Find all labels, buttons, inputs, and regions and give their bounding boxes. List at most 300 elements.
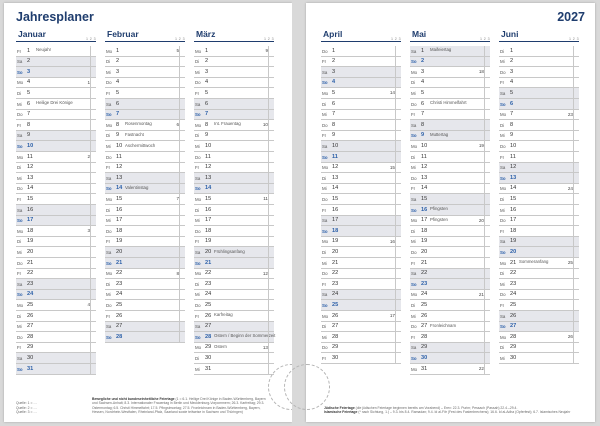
tick-boxes[interactable] [573, 46, 579, 56]
day-row[interactable] [194, 226, 274, 237]
day-row[interactable] [16, 163, 96, 174]
tick-boxes[interactable] [179, 78, 185, 88]
day-row[interactable] [16, 131, 96, 142]
tick-boxes[interactable] [484, 258, 490, 268]
tick-boxes[interactable] [90, 216, 96, 226]
day-row[interactable] [321, 173, 401, 184]
day-row[interactable] [16, 237, 96, 248]
day-row[interactable] [16, 88, 96, 99]
day-row[interactable] [105, 311, 185, 322]
tick-boxes[interactable] [268, 226, 274, 236]
day-row[interactable] [16, 120, 96, 131]
tick-boxes[interactable] [268, 141, 274, 151]
day-row[interactable] [16, 300, 96, 311]
tick-boxes[interactable] [268, 311, 274, 321]
tick-boxes[interactable] [395, 46, 401, 56]
day-row[interactable] [499, 332, 579, 343]
tick-boxes[interactable] [268, 46, 274, 56]
day-row[interactable] [16, 173, 96, 184]
day-row[interactable] [499, 57, 579, 68]
day-row[interactable] [410, 141, 490, 152]
tick-boxes[interactable] [573, 88, 579, 98]
day-row[interactable] [499, 46, 579, 57]
tick-boxes[interactable] [484, 279, 490, 289]
day-row[interactable] [16, 205, 96, 216]
day-row[interactable] [105, 78, 185, 89]
tick-boxes[interactable] [268, 184, 274, 194]
tick-boxes[interactable] [90, 163, 96, 173]
tick-boxes[interactable] [90, 205, 96, 215]
tick-boxes[interactable] [179, 300, 185, 310]
day-row[interactable] [321, 194, 401, 205]
tick-boxes[interactable] [573, 311, 579, 321]
day-row[interactable] [16, 78, 96, 89]
tick-boxes[interactable] [179, 131, 185, 141]
day-row[interactable] [410, 131, 490, 142]
day-row[interactable] [410, 300, 490, 311]
day-row[interactable] [410, 205, 490, 216]
day-row[interactable] [499, 322, 579, 333]
day-row[interactable] [410, 88, 490, 99]
day-row[interactable] [194, 279, 274, 290]
day-row[interactable] [105, 332, 185, 343]
tick-boxes[interactable] [395, 226, 401, 236]
tick-boxes[interactable] [90, 300, 96, 310]
tick-boxes[interactable] [395, 120, 401, 130]
tick-boxes[interactable] [268, 120, 274, 130]
day-row[interactable] [194, 237, 274, 248]
tick-boxes[interactable] [268, 353, 274, 363]
day-row[interactable] [321, 300, 401, 311]
tick-boxes[interactable] [268, 163, 274, 173]
day-row[interactable] [194, 184, 274, 195]
tick-boxes[interactable] [395, 353, 401, 363]
day-row[interactable] [105, 163, 185, 174]
day-row[interactable] [499, 216, 579, 227]
tick-boxes[interactable] [90, 237, 96, 247]
tick-boxes[interactable] [179, 205, 185, 215]
day-row[interactable] [321, 205, 401, 216]
day-row[interactable] [321, 226, 401, 237]
day-row[interactable] [410, 364, 490, 375]
tick-boxes[interactable] [179, 332, 185, 342]
tick-boxes[interactable] [90, 290, 96, 300]
tick-boxes[interactable] [395, 216, 401, 226]
tick-boxes[interactable] [484, 364, 490, 374]
tick-boxes[interactable] [395, 173, 401, 183]
day-row[interactable] [410, 57, 490, 68]
day-row[interactable] [16, 269, 96, 280]
day-row[interactable] [499, 353, 579, 364]
tick-boxes[interactable] [90, 131, 96, 141]
tick-boxes[interactable] [90, 258, 96, 268]
day-row[interactable] [321, 279, 401, 290]
day-row[interactable] [321, 120, 401, 131]
tick-boxes[interactable] [90, 184, 96, 194]
tick-boxes[interactable] [268, 216, 274, 226]
tick-boxes[interactable] [484, 99, 490, 109]
tick-boxes[interactable] [484, 184, 490, 194]
tick-boxes[interactable] [484, 163, 490, 173]
tick-boxes[interactable] [395, 322, 401, 332]
day-row[interactable] [410, 343, 490, 354]
day-row[interactable] [194, 152, 274, 163]
tick-boxes[interactable] [90, 57, 96, 67]
day-row[interactable] [321, 46, 401, 57]
tick-boxes[interactable] [90, 279, 96, 289]
tick-boxes[interactable] [484, 247, 490, 257]
tick-boxes[interactable] [90, 343, 96, 353]
tick-boxes[interactable] [395, 332, 401, 342]
tick-boxes[interactable] [484, 311, 490, 321]
day-row[interactable] [499, 300, 579, 311]
day-row[interactable] [321, 247, 401, 258]
day-row[interactable] [16, 322, 96, 333]
day-row[interactable] [321, 78, 401, 89]
tick-boxes[interactable] [90, 247, 96, 257]
tick-boxes[interactable] [179, 46, 185, 56]
day-row[interactable] [105, 57, 185, 68]
tick-boxes[interactable] [395, 269, 401, 279]
day-row[interactable] [499, 173, 579, 184]
day-row[interactable] [194, 110, 274, 121]
tick-boxes[interactable] [484, 237, 490, 247]
tick-boxes[interactable] [395, 311, 401, 321]
tick-boxes[interactable] [573, 78, 579, 88]
tick-boxes[interactable] [395, 184, 401, 194]
day-row[interactable] [499, 184, 579, 195]
tick-boxes[interactable] [573, 110, 579, 120]
day-row[interactable] [499, 152, 579, 163]
day-row[interactable] [105, 141, 185, 152]
day-row[interactable] [16, 184, 96, 195]
day-row[interactable] [499, 290, 579, 301]
day-row[interactable] [499, 237, 579, 248]
tick-boxes[interactable] [90, 46, 96, 56]
day-row[interactable] [499, 67, 579, 78]
day-row[interactable] [410, 120, 490, 131]
day-row[interactable] [105, 88, 185, 99]
tick-boxes[interactable] [573, 322, 579, 332]
tick-boxes[interactable] [179, 99, 185, 109]
tick-boxes[interactable] [268, 152, 274, 162]
day-row[interactable] [194, 163, 274, 174]
day-row[interactable] [194, 78, 274, 89]
tick-boxes[interactable] [573, 279, 579, 289]
day-row[interactable] [321, 332, 401, 343]
tick-boxes[interactable] [268, 300, 274, 310]
tick-boxes[interactable] [573, 247, 579, 257]
day-row[interactable] [410, 46, 490, 57]
day-row[interactable] [321, 237, 401, 248]
tick-boxes[interactable] [484, 194, 490, 204]
tick-boxes[interactable] [90, 322, 96, 332]
day-row[interactable] [105, 300, 185, 311]
tick-boxes[interactable] [179, 57, 185, 67]
day-row[interactable] [105, 258, 185, 269]
day-row[interactable] [410, 332, 490, 343]
tick-boxes[interactable] [484, 290, 490, 300]
day-row[interactable] [194, 364, 274, 375]
day-row[interactable] [410, 226, 490, 237]
tick-boxes[interactable] [268, 173, 274, 183]
day-row[interactable] [194, 269, 274, 280]
tick-boxes[interactable] [395, 247, 401, 257]
day-row[interactable] [194, 67, 274, 78]
tick-boxes[interactable] [90, 269, 96, 279]
tick-boxes[interactable] [90, 67, 96, 77]
tick-boxes[interactable] [90, 332, 96, 342]
day-row[interactable] [499, 194, 579, 205]
tick-boxes[interactable] [179, 88, 185, 98]
tick-boxes[interactable] [573, 67, 579, 77]
tick-boxes[interactable] [90, 173, 96, 183]
tick-boxes[interactable] [395, 194, 401, 204]
day-row[interactable] [16, 364, 96, 375]
tick-boxes[interactable] [90, 226, 96, 236]
day-row[interactable] [105, 322, 185, 333]
day-row[interactable] [16, 353, 96, 364]
tick-boxes[interactable] [268, 322, 274, 332]
tick-boxes[interactable] [395, 110, 401, 120]
day-row[interactable] [410, 67, 490, 78]
tick-boxes[interactable] [179, 216, 185, 226]
day-row[interactable] [321, 110, 401, 121]
tick-boxes[interactable] [573, 343, 579, 353]
tick-boxes[interactable] [573, 258, 579, 268]
day-row[interactable] [105, 120, 185, 131]
day-row[interactable] [499, 120, 579, 131]
day-row[interactable] [194, 311, 274, 322]
day-row[interactable] [105, 184, 185, 195]
tick-boxes[interactable] [484, 173, 490, 183]
tick-boxes[interactable] [395, 131, 401, 141]
day-row[interactable] [194, 173, 274, 184]
tick-boxes[interactable] [484, 88, 490, 98]
day-row[interactable] [499, 131, 579, 142]
day-row[interactable] [321, 57, 401, 68]
day-row[interactable] [410, 216, 490, 227]
day-row[interactable] [499, 78, 579, 89]
tick-boxes[interactable] [268, 99, 274, 109]
tick-boxes[interactable] [268, 194, 274, 204]
tick-boxes[interactable] [395, 88, 401, 98]
tick-boxes[interactable] [395, 279, 401, 289]
day-row[interactable] [321, 99, 401, 110]
day-row[interactable] [499, 226, 579, 237]
day-row[interactable] [16, 311, 96, 322]
day-row[interactable] [499, 269, 579, 280]
tick-boxes[interactable] [268, 343, 274, 353]
day-row[interactable] [499, 343, 579, 354]
day-row[interactable] [16, 110, 96, 121]
day-row[interactable] [194, 300, 274, 311]
tick-boxes[interactable] [573, 57, 579, 67]
tick-boxes[interactable] [268, 205, 274, 215]
day-row[interactable] [16, 226, 96, 237]
tick-boxes[interactable] [484, 332, 490, 342]
day-row[interactable] [105, 269, 185, 280]
tick-boxes[interactable] [484, 343, 490, 353]
day-row[interactable] [499, 279, 579, 290]
day-row[interactable] [194, 216, 274, 227]
tick-boxes[interactable] [395, 141, 401, 151]
tick-boxes[interactable] [179, 173, 185, 183]
day-row[interactable] [321, 343, 401, 354]
tick-boxes[interactable] [573, 300, 579, 310]
day-row[interactable] [194, 247, 274, 258]
day-row[interactable] [410, 194, 490, 205]
tick-boxes[interactable] [179, 258, 185, 268]
day-row[interactable] [410, 163, 490, 174]
day-row[interactable] [16, 141, 96, 152]
tick-boxes[interactable] [573, 173, 579, 183]
day-row[interactable] [105, 110, 185, 121]
day-row[interactable] [194, 88, 274, 99]
day-row[interactable] [105, 237, 185, 248]
tick-boxes[interactable] [484, 46, 490, 56]
day-row[interactable] [16, 57, 96, 68]
tick-boxes[interactable] [90, 120, 96, 130]
tick-boxes[interactable] [395, 78, 401, 88]
tick-boxes[interactable] [395, 152, 401, 162]
day-row[interactable] [194, 332, 274, 343]
day-row[interactable] [410, 78, 490, 89]
tick-boxes[interactable] [268, 88, 274, 98]
tick-boxes[interactable] [484, 152, 490, 162]
tick-boxes[interactable] [395, 237, 401, 247]
tick-boxes[interactable] [268, 290, 274, 300]
day-row[interactable] [194, 353, 274, 364]
day-row[interactable] [410, 99, 490, 110]
tick-boxes[interactable] [573, 163, 579, 173]
tick-boxes[interactable] [268, 237, 274, 247]
day-row[interactable] [194, 120, 274, 131]
day-row[interactable] [105, 99, 185, 110]
tick-boxes[interactable] [395, 163, 401, 173]
day-row[interactable] [410, 279, 490, 290]
tick-boxes[interactable] [484, 57, 490, 67]
day-row[interactable] [105, 46, 185, 57]
tick-boxes[interactable] [484, 78, 490, 88]
tick-boxes[interactable] [90, 99, 96, 109]
day-row[interactable] [16, 332, 96, 343]
day-row[interactable] [105, 226, 185, 237]
tick-boxes[interactable] [573, 205, 579, 215]
day-row[interactable] [194, 99, 274, 110]
tick-boxes[interactable] [573, 131, 579, 141]
tick-boxes[interactable] [268, 110, 274, 120]
day-row[interactable] [321, 163, 401, 174]
day-row[interactable] [499, 258, 579, 269]
tick-boxes[interactable] [90, 353, 96, 363]
day-row[interactable] [16, 152, 96, 163]
day-row[interactable] [105, 247, 185, 258]
day-row[interactable] [321, 258, 401, 269]
day-row[interactable] [321, 88, 401, 99]
tick-boxes[interactable] [268, 57, 274, 67]
tick-boxes[interactable] [179, 322, 185, 332]
day-row[interactable] [321, 152, 401, 163]
day-row[interactable] [105, 205, 185, 216]
tick-boxes[interactable] [395, 300, 401, 310]
day-row[interactable] [410, 247, 490, 258]
day-row[interactable] [16, 99, 96, 110]
day-row[interactable] [499, 163, 579, 174]
day-row[interactable] [321, 290, 401, 301]
tick-boxes[interactable] [179, 110, 185, 120]
day-row[interactable] [321, 184, 401, 195]
tick-boxes[interactable] [268, 247, 274, 257]
day-row[interactable] [105, 67, 185, 78]
day-row[interactable] [105, 194, 185, 205]
tick-boxes[interactable] [179, 237, 185, 247]
day-row[interactable] [16, 46, 96, 57]
day-row[interactable] [499, 99, 579, 110]
day-row[interactable] [410, 152, 490, 163]
day-row[interactable] [194, 322, 274, 333]
day-row[interactable] [321, 353, 401, 364]
tick-boxes[interactable] [268, 332, 274, 342]
tick-boxes[interactable] [484, 110, 490, 120]
tick-boxes[interactable] [573, 184, 579, 194]
tick-boxes[interactable] [484, 300, 490, 310]
tick-boxes[interactable] [179, 152, 185, 162]
day-row[interactable] [410, 184, 490, 195]
day-row[interactable] [410, 237, 490, 248]
tick-boxes[interactable] [179, 67, 185, 77]
day-row[interactable] [194, 131, 274, 142]
day-row[interactable] [105, 279, 185, 290]
tick-boxes[interactable] [268, 269, 274, 279]
tick-boxes[interactable] [268, 78, 274, 88]
day-row[interactable] [321, 311, 401, 322]
tick-boxes[interactable] [90, 152, 96, 162]
day-row[interactable] [321, 67, 401, 78]
tick-boxes[interactable] [484, 322, 490, 332]
day-row[interactable] [16, 343, 96, 354]
tick-boxes[interactable] [179, 184, 185, 194]
day-row[interactable] [321, 216, 401, 227]
tick-boxes[interactable] [573, 353, 579, 363]
tick-boxes[interactable] [395, 67, 401, 77]
tick-boxes[interactable] [179, 194, 185, 204]
tick-boxes[interactable] [395, 290, 401, 300]
tick-boxes[interactable] [484, 226, 490, 236]
day-row[interactable] [410, 290, 490, 301]
tick-boxes[interactable] [395, 57, 401, 67]
day-row[interactable] [410, 311, 490, 322]
day-row[interactable] [194, 343, 274, 354]
day-row[interactable] [16, 290, 96, 301]
tick-boxes[interactable] [484, 269, 490, 279]
day-row[interactable] [194, 205, 274, 216]
tick-boxes[interactable] [573, 216, 579, 226]
tick-boxes[interactable] [573, 226, 579, 236]
day-row[interactable] [410, 258, 490, 269]
day-row[interactable] [410, 173, 490, 184]
tick-boxes[interactable] [179, 163, 185, 173]
tick-boxes[interactable] [179, 247, 185, 257]
tick-boxes[interactable] [573, 332, 579, 342]
day-row[interactable] [499, 247, 579, 258]
day-row[interactable] [194, 258, 274, 269]
day-row[interactable] [16, 258, 96, 269]
tick-boxes[interactable] [179, 290, 185, 300]
day-row[interactable] [321, 322, 401, 333]
tick-boxes[interactable] [484, 67, 490, 77]
tick-boxes[interactable] [90, 364, 96, 374]
